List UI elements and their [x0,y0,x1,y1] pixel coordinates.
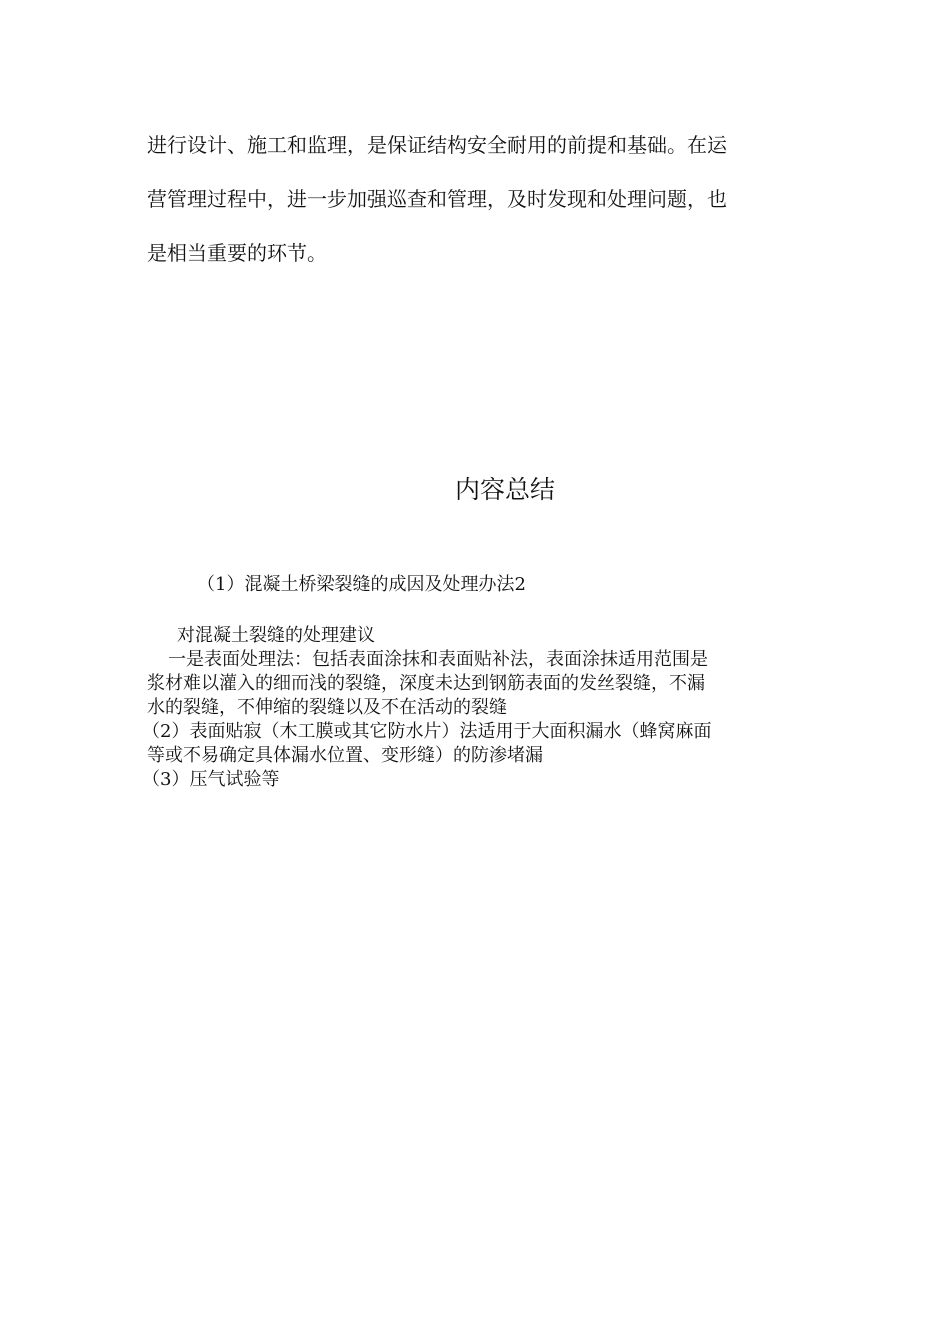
body-line-6: （3）压气试验等 [142,769,280,790]
item-heading: （1）混凝土桥梁裂缝的成因及处理办法2 [197,574,526,595]
body-line-5: 等或不易确定具体漏水位置、变形缝）的防渗堵漏 [147,745,543,766]
suggestion-title: 对混凝土裂缝的处理建议 [177,625,375,646]
intro-paragraph [147,118,802,280]
intro-line-2: 营管理过程中，进一步加强巡查和管理，及时发现和处理问题，也 [147,187,727,211]
body-line-3: 水的裂缝，不伸缩的裂缝以及不在活动的裂缝 [147,697,507,718]
intro-line-1: 进行设计、施工和监理，是保证结构安全耐用的前提和基础。在运 [147,133,727,157]
body-line-2: 浆材难以灌入的细而浅的裂缝，深度未达到钢筋表面的发丝裂缝，不漏 [147,673,705,694]
summary-section [142,573,807,792]
intro-line-3: 是相当重要的环节。 [147,241,327,265]
summary-title: 内容总结 [454,475,555,504]
body-line-4: （2）表面贴寂（木工膜或其它防水片）法适用于大面积漏水（蜂窝麻面 [142,721,712,742]
body-line-1: 一是表面处理法：包括表面涂抹和表面贴补法，表面涂抹适用范围是 [168,649,708,670]
